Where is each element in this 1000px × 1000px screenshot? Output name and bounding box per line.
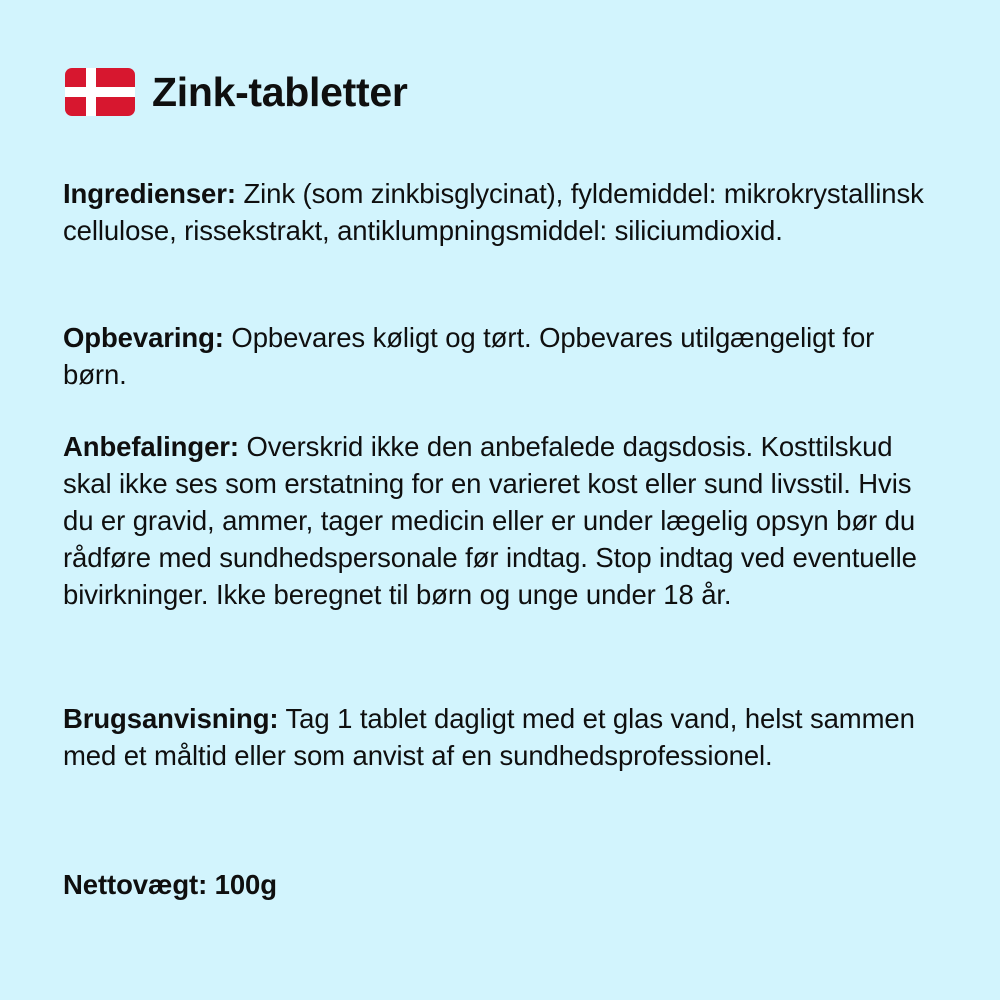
usage-label: Brugsanvisning: — [63, 703, 279, 734]
ingredients-label: Ingredienser: — [63, 178, 236, 209]
denmark-flag-icon — [65, 68, 135, 116]
recommendations-text: Overskrid ikke den anbefalede dagsdosis. Kosttilskud skal ikke ses som erstatning for en varieret kost eller sund livsstil. Hvis du er gravid, ammer, tager medicin eller er under lægelig opsyn bør du rådføre med sundhedspersonale før indtag. Stop indtag ved eventuelle bivirkninger. Ikke beregnet til børn og unge under 18 år. — [63, 431, 917, 610]
ingredients-text: Zink (som zinkbisglycinat), fyldemiddel: mikrokrystallinsk cellulose, rissekstrakt, antiklumpningsmiddel: siliciumdioxid. — [63, 178, 924, 246]
recommendations-section — [63, 428, 943, 613]
recommendations-label: Anbefalinger: — [63, 431, 239, 462]
flag-cross-horizontal — [65, 87, 135, 97]
storage-text: Opbevares køligt og tørt. Opbevares utilgængeligt for børn. — [63, 322, 875, 390]
usage-section — [63, 700, 943, 774]
net-weight-label: Nettovægt: 100g — [63, 869, 277, 900]
ingredients-section — [63, 175, 943, 249]
page-title: Zink-tabletter — [152, 69, 408, 115]
net-weight-section — [63, 866, 943, 903]
storage-label: Opbevaring: — [63, 322, 224, 353]
header — [65, 66, 408, 118]
storage-section — [63, 319, 943, 393]
usage-text: Tag 1 tablet dagligt med et glas vand, helst sammen med et måltid eller som anvist af en sundhedsprofessionel. — [63, 703, 915, 771]
